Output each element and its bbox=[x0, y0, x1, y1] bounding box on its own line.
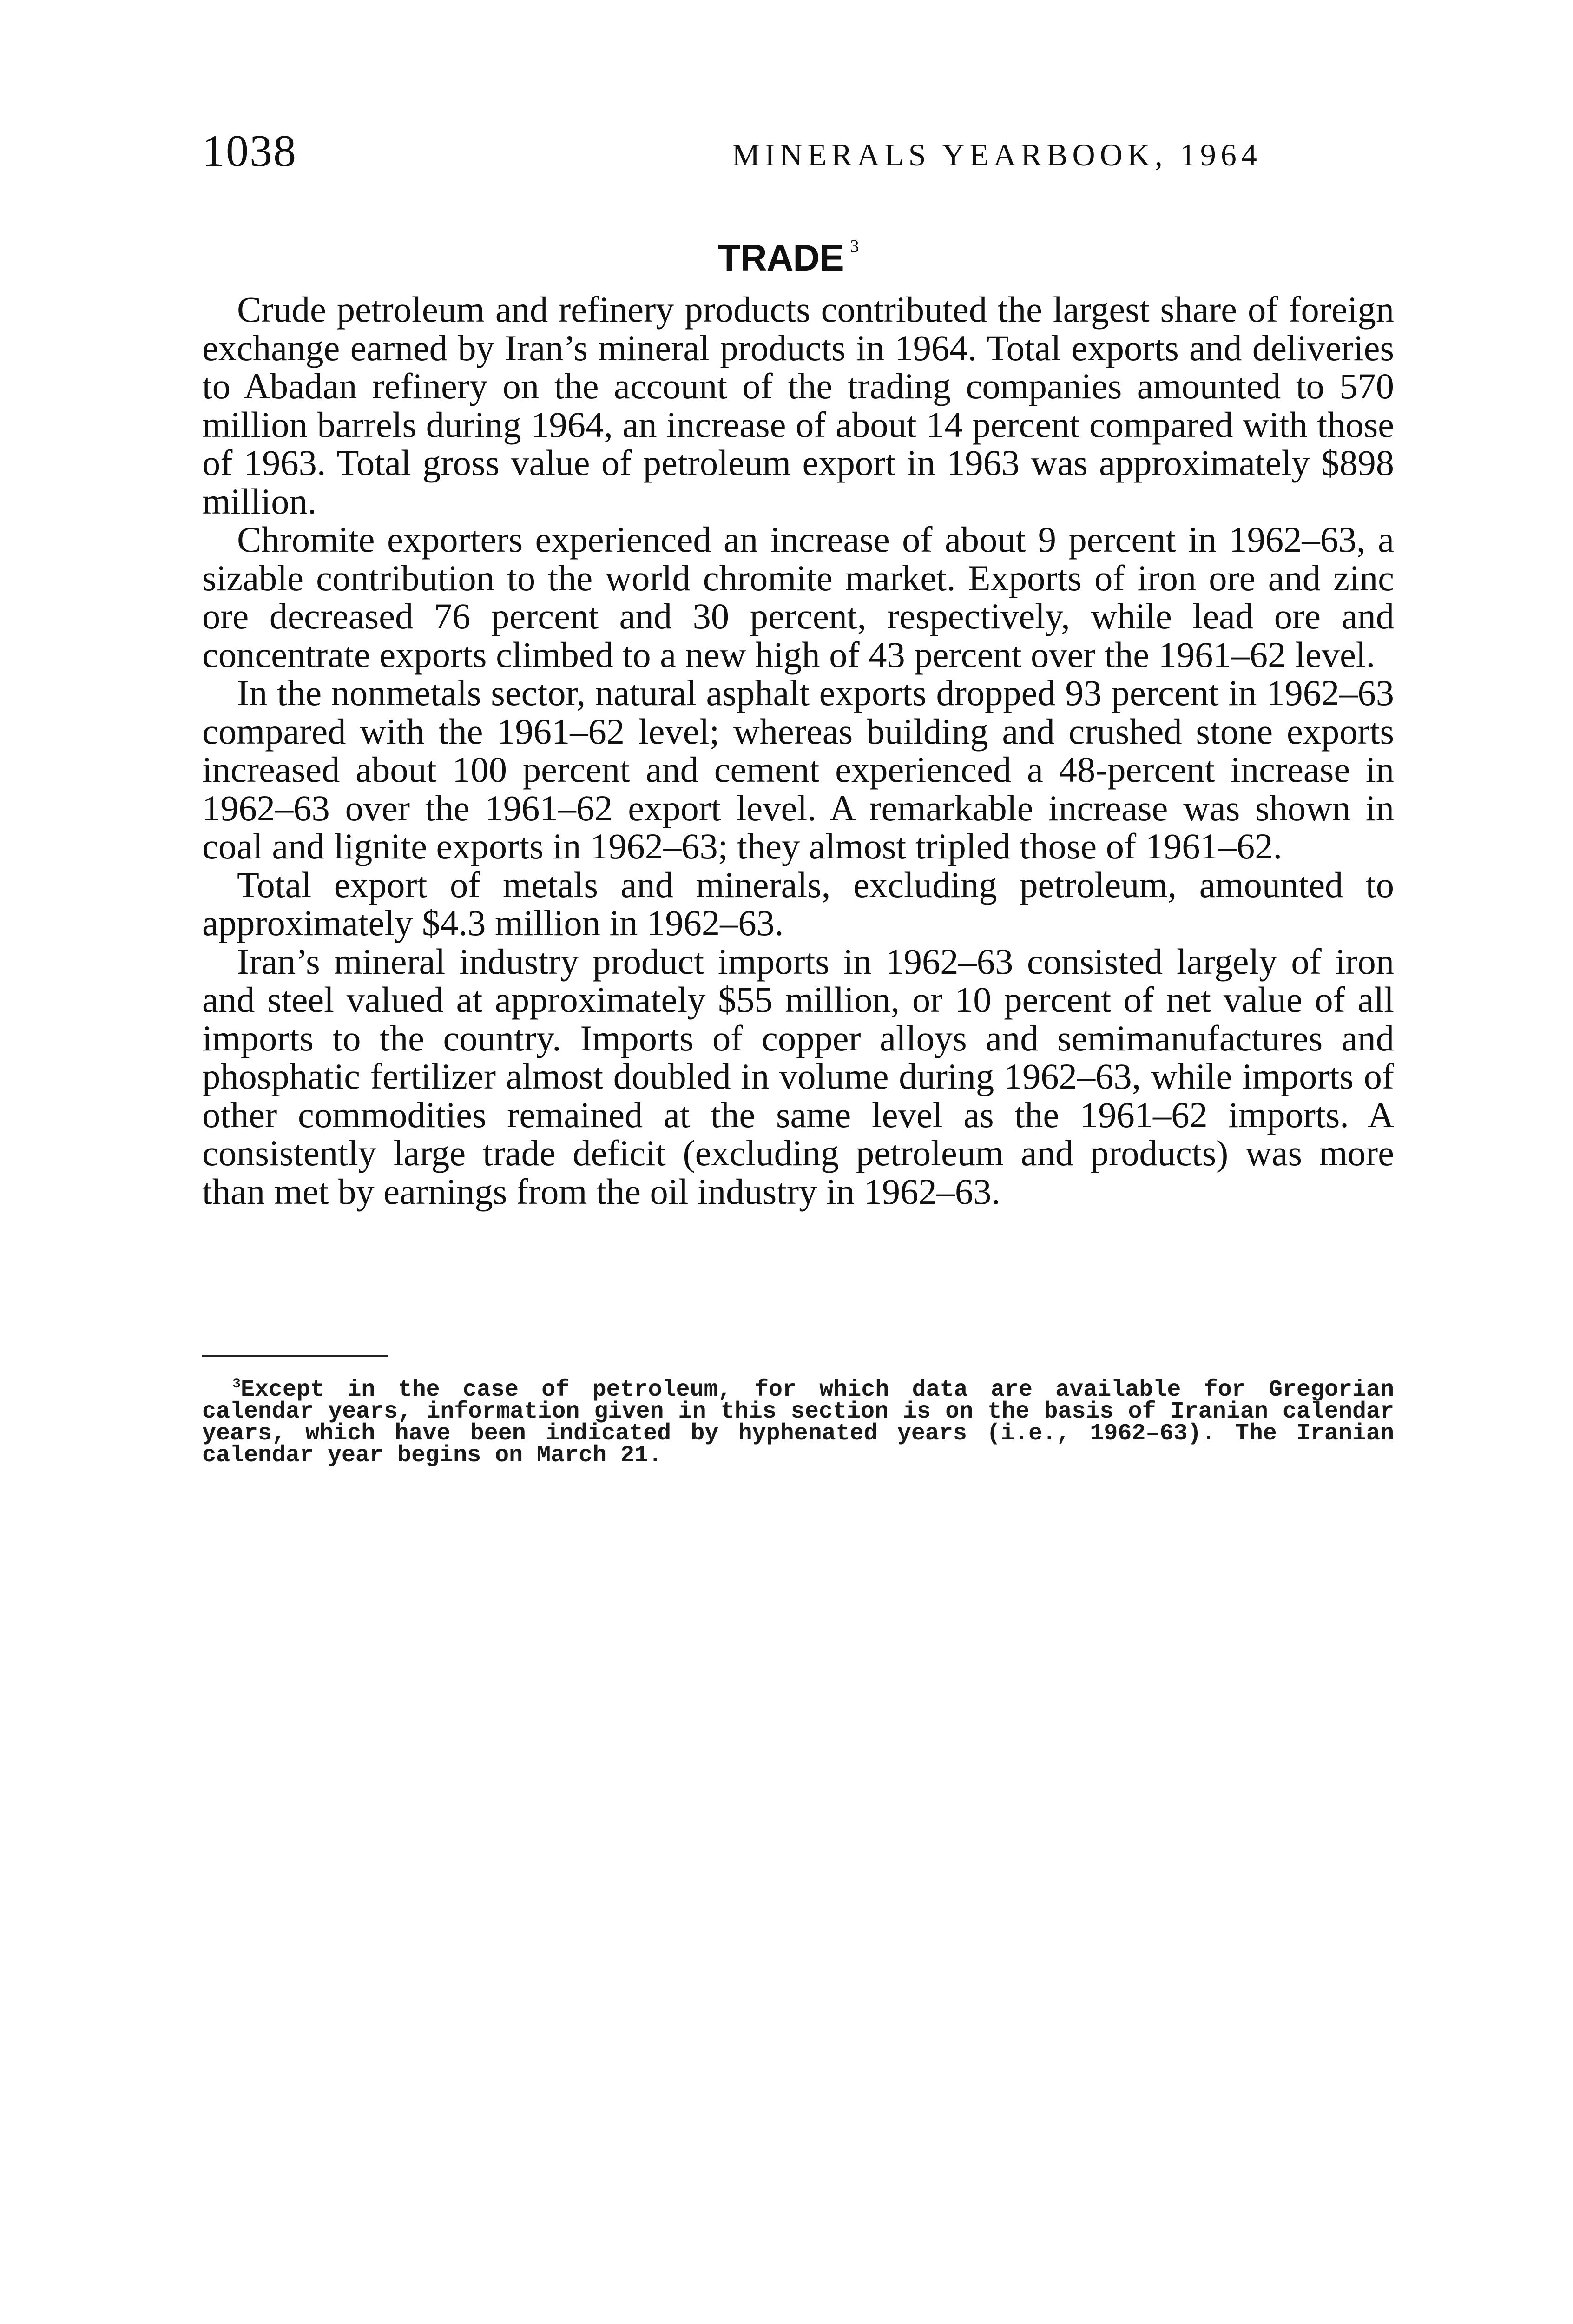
section-heading bbox=[718, 225, 859, 279]
paragraph: Crude petroleum and refinery products contributed the largest share of foreign exchange earned by Iran’s mineral products in 1964. Total exports and deliveries to Abadan refinery on the account of the trading companies amounted to 570 million barrels during 1964, an increase of about 14 percent compared with those of 1963. Total gross value of petroleum export in 1963 was approximately $898 million. bbox=[202, 289, 1394, 522]
section-title: TRADE bbox=[718, 237, 844, 278]
paragraph: Chromite exporters experienced an increase of about 9 percent in 1962–63, a sizable contribution to the world chromite market. Exports of iron ore and zinc ore decreased 76 percent and 30 percent, respectively, while lead ore and concentrate exports climbed to a new high of 43 percent over the 1961–62 level. bbox=[202, 519, 1394, 675]
paragraph: Total export of metals and minerals, excluding petroleum, amounted to approximately $4.3 million in 1962–63. bbox=[202, 864, 1394, 943]
running-header bbox=[202, 125, 1394, 195]
running-title: MINERALS YEARBOOK, 1964 bbox=[732, 137, 1262, 172]
footnote bbox=[202, 1373, 1394, 1469]
footnote-text: Except in the case of petroleum, for which data are available for Gregorian calendar years, information given in this section is on the basis of Iranian calendar years, which have been indicated by hyphenated years (i.e., 1962–63). The Iranian calendar year begins on March 21. bbox=[202, 1377, 1394, 1469]
footnote-marker: 3 bbox=[232, 1376, 241, 1392]
body-text bbox=[202, 290, 1394, 1211]
paragraph: In the nonmetals sector, natural asphalt exports dropped 93 percent in 1962–63 compared with the 1961–62 level; whereas building and crushed stone exports increased about 100 percent and cement experienced a 48-percent increase in 1962–63 over the 1961–62 export level. A remarkable increase was shown in coal and lignite exports in 1962–63; they almost tripled those of 1961–62. bbox=[202, 673, 1394, 866]
footnote-reference: 3 bbox=[850, 237, 859, 256]
paragraph: Iran’s mineral industry product imports in 1962–63 consisted largely of iron and steel valued at approximately $55 million, or 10 percent of net value of all imports to the country. Imports of copper alloys and semimanufactures and phosphatic fertilizer almost doubled in volume during 1962–63, while imports of other commodities remained at the same level as the 1961–62 imports. A consistently large trade deficit (excluding petroleum and products) was more than met by earnings from the oil industry in 1962–63. bbox=[202, 941, 1394, 1212]
page-number: 1038 bbox=[202, 126, 297, 176]
footnote-divider bbox=[202, 1355, 388, 1357]
